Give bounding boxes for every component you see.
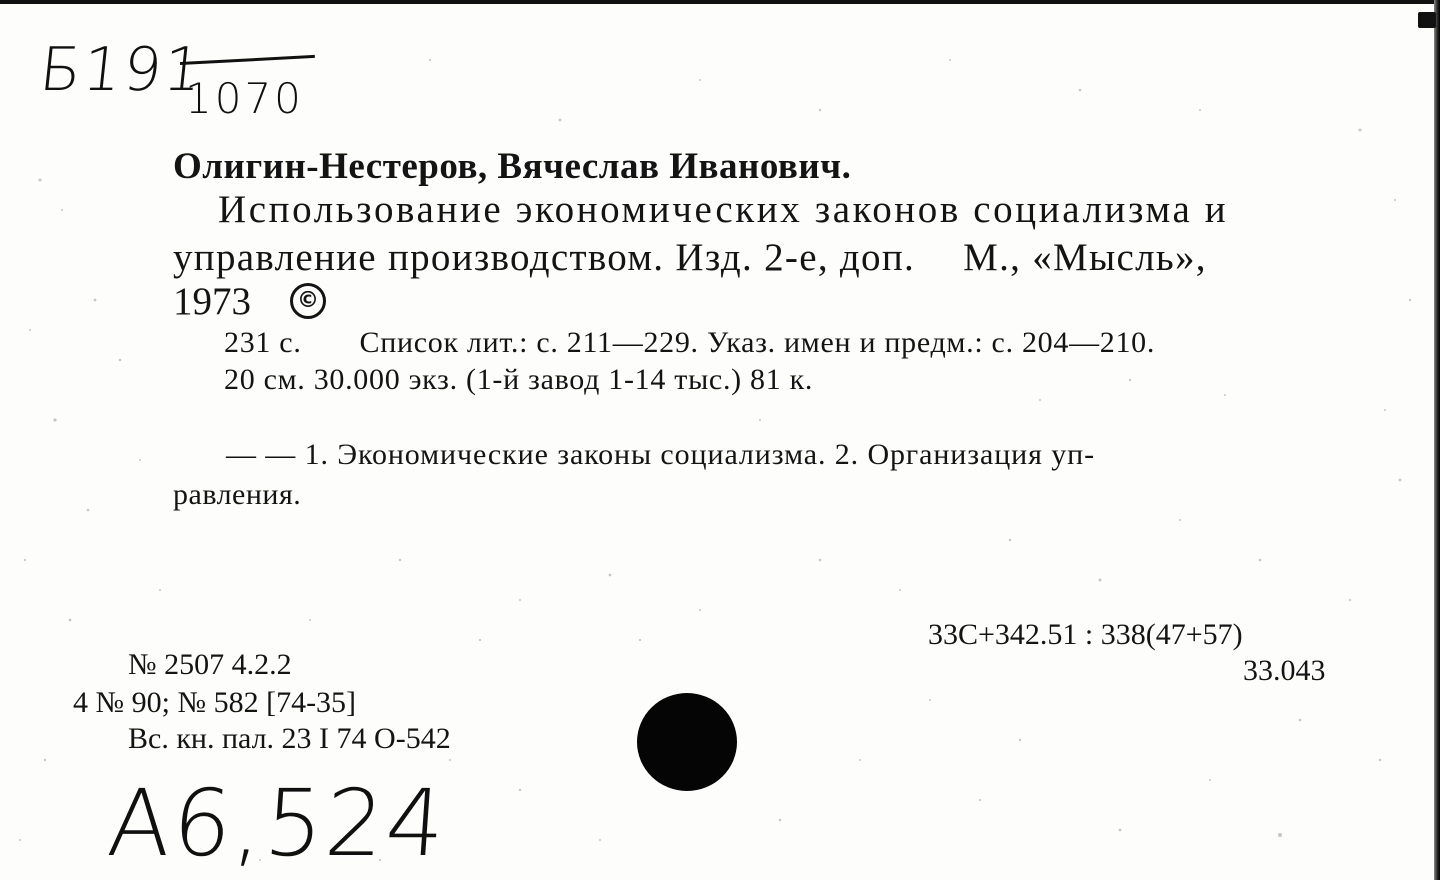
handwritten-shelf-number: Б191 xyxy=(36,35,208,105)
card-top-edge xyxy=(0,0,1440,4)
registration-line-2: 4 № 90; № 582 [74-35] xyxy=(73,686,357,719)
publisher: М., «Мысль», xyxy=(963,236,1207,279)
corner-mark xyxy=(1418,12,1436,28)
classification-index-secondary: 33.043 xyxy=(1243,654,1326,687)
registration-line-3: Вс. кн. пал. 23 I 74 О-542 xyxy=(128,722,451,755)
card-right-edge xyxy=(1434,0,1440,880)
author-heading: Олигин-Нестеров, Вячеслав Иванович. xyxy=(173,146,852,187)
handwritten-shelf-subnumber: 1070 xyxy=(185,74,304,123)
subject-headings-line-2: равления. xyxy=(173,478,302,511)
publication-year: 1973 xyxy=(173,280,251,323)
bibliography-note: Список лит.: с. 211—229. Указ. имен и предм.: с. 204—210. xyxy=(359,326,1156,359)
card-punch-hole xyxy=(637,693,737,791)
subject-headings-line-1: — — 1. Экономические законы социализма. 2. Организация уп- xyxy=(226,438,1095,471)
title-line-1: Использование экономических законов социализма и xyxy=(218,188,1229,231)
registration-line-1: № 2507 4.2.2 xyxy=(128,648,292,681)
physical-description-line-1 xyxy=(224,328,1155,358)
title-line-2 xyxy=(173,238,1207,277)
copyright-icon: © xyxy=(290,283,326,319)
classification-index: 33С+342.51 : 338(47+57) xyxy=(928,618,1243,651)
title-continuation: управление производством. Изд. 2-е, доп. xyxy=(173,236,916,279)
page-count: 231 с. xyxy=(224,326,302,359)
handwritten-acquisition-number: А6,524 xyxy=(104,770,451,877)
physical-description-line-2: 20 см. 30.000 экз. (1-й завод 1-14 тыс.) 81 к. xyxy=(224,363,814,396)
